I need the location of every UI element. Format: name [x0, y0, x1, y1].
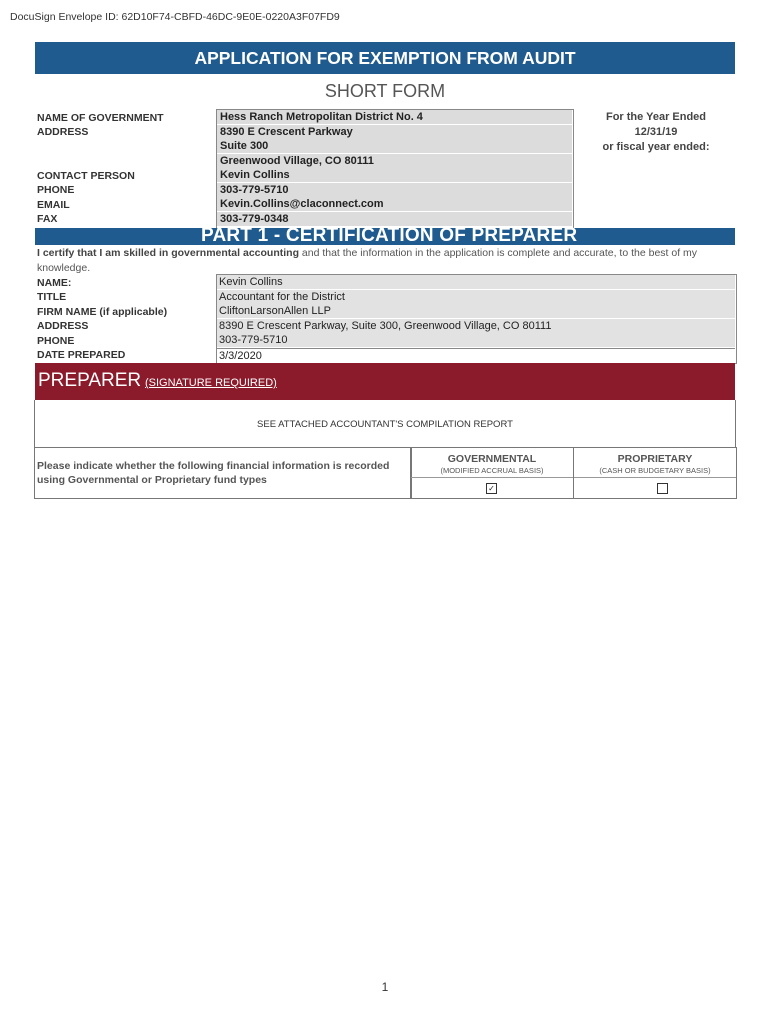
- label-contact-person: CONTACT PERSON: [37, 170, 135, 182]
- envelope-id: DocuSign Envelope ID: 62D10F74-CBFD-46DC-9E0E-0220A3F07FD9: [10, 11, 340, 23]
- government-email-field[interactable]: Kevin.Collins@claconnect.com: [217, 197, 572, 211]
- date-prepared-field[interactable]: 3/3/2020: [217, 348, 735, 362]
- government-address-line1-field[interactable]: 8390 E Crescent Parkway: [217, 125, 572, 139]
- certification-bold-text: I certify that I am skilled in governmental accounting: [37, 247, 299, 259]
- preparer-signature-header: [35, 363, 735, 400]
- label-preparer-title: TITLE: [37, 291, 67, 303]
- proprietary-checkbox[interactable]: [657, 483, 668, 494]
- label-preparer-name: NAME:: [37, 277, 72, 289]
- signature-note: SEE ATTACHED ACCOUNTANT'S COMPILATION REPORT: [257, 419, 513, 430]
- governmental-basis: (MODIFIED ACCRUAL BASIS): [440, 466, 544, 475]
- government-address-line2-field[interactable]: Suite 300: [217, 139, 572, 153]
- year-ended-date[interactable]: 12/31/19: [634, 126, 678, 138]
- proprietary-divider: [574, 477, 736, 478]
- label-date-prepared: DATE PREPARED: [37, 349, 126, 361]
- label-government-email: EMAIL: [37, 199, 70, 211]
- government-name-field[interactable]: Hess Ranch Metropolitan District No. 4: [217, 110, 572, 124]
- governmental-column: [410, 447, 574, 499]
- part1-header: [35, 225, 735, 246]
- form-subtitle: SHORT FORM: [324, 81, 446, 101]
- preparer-address-field[interactable]: 8390 E Crescent Parkway, Suite 300, Greenwood Village, CO 80111: [217, 319, 735, 333]
- label-government-name: NAME OF GOVERNMENT: [37, 112, 164, 124]
- governmental-checkbox[interactable]: ✓: [486, 483, 497, 494]
- government-phone-field[interactable]: 303-779-5710: [217, 183, 572, 197]
- certification-text: [37, 246, 733, 276]
- label-firm-name: FIRM NAME (if applicable): [37, 306, 168, 318]
- governmental-heading: GOVERNMENTAL: [447, 453, 537, 465]
- label-government-address: ADDRESS: [37, 126, 89, 138]
- fiscal-year-label: or fiscal year ended:: [602, 141, 710, 153]
- firm-name-field[interactable]: CliftonLarsonAllen LLP: [217, 304, 735, 318]
- proprietary-basis: (CASH OR BUDGETARY BASIS): [599, 466, 711, 475]
- preparer-title-field[interactable]: Accountant for the District: [217, 290, 735, 304]
- contact-person-field[interactable]: Kevin Collins: [217, 168, 572, 182]
- preparer-phone-field[interactable]: 303-779-5710: [217, 333, 735, 347]
- proprietary-heading: PROPRIETARY: [617, 453, 693, 465]
- year-ended-label: For the Year Ended: [605, 111, 707, 123]
- government-address-line3-field[interactable]: Greenwood Village, CO 80111: [217, 154, 572, 168]
- preparer-heading: PREPARER: [38, 370, 142, 391]
- signature-area[interactable]: [34, 400, 736, 448]
- label-preparer-phone: PHONE: [37, 335, 75, 347]
- label-government-phone: PHONE: [37, 184, 75, 196]
- fund-type-question: Please indicate whether the following financial information is recorded using Governmental or Proprietary fund types: [37, 460, 390, 486]
- governmental-divider: [411, 477, 573, 478]
- part1-title: PART 1 - CERTIFICATION OF PREPARER: [201, 225, 578, 246]
- label-government-fax: FAX: [37, 213, 58, 225]
- proprietary-column: [573, 447, 737, 499]
- label-preparer-address: ADDRESS: [37, 320, 89, 332]
- signature-required-label: (SIGNATURE REQUIRED): [145, 377, 277, 389]
- certification-rest-text: and that the information in the application is complete and accurate, to the best of my knowledge.: [37, 247, 698, 274]
- page-number: 1: [381, 980, 389, 994]
- preparer-name-field[interactable]: Kevin Collins: [217, 275, 735, 289]
- form-title: APPLICATION FOR EXEMPTION FROM AUDIT: [35, 42, 735, 74]
- government-fax-field[interactable]: 303-779-0348: [217, 212, 572, 226]
